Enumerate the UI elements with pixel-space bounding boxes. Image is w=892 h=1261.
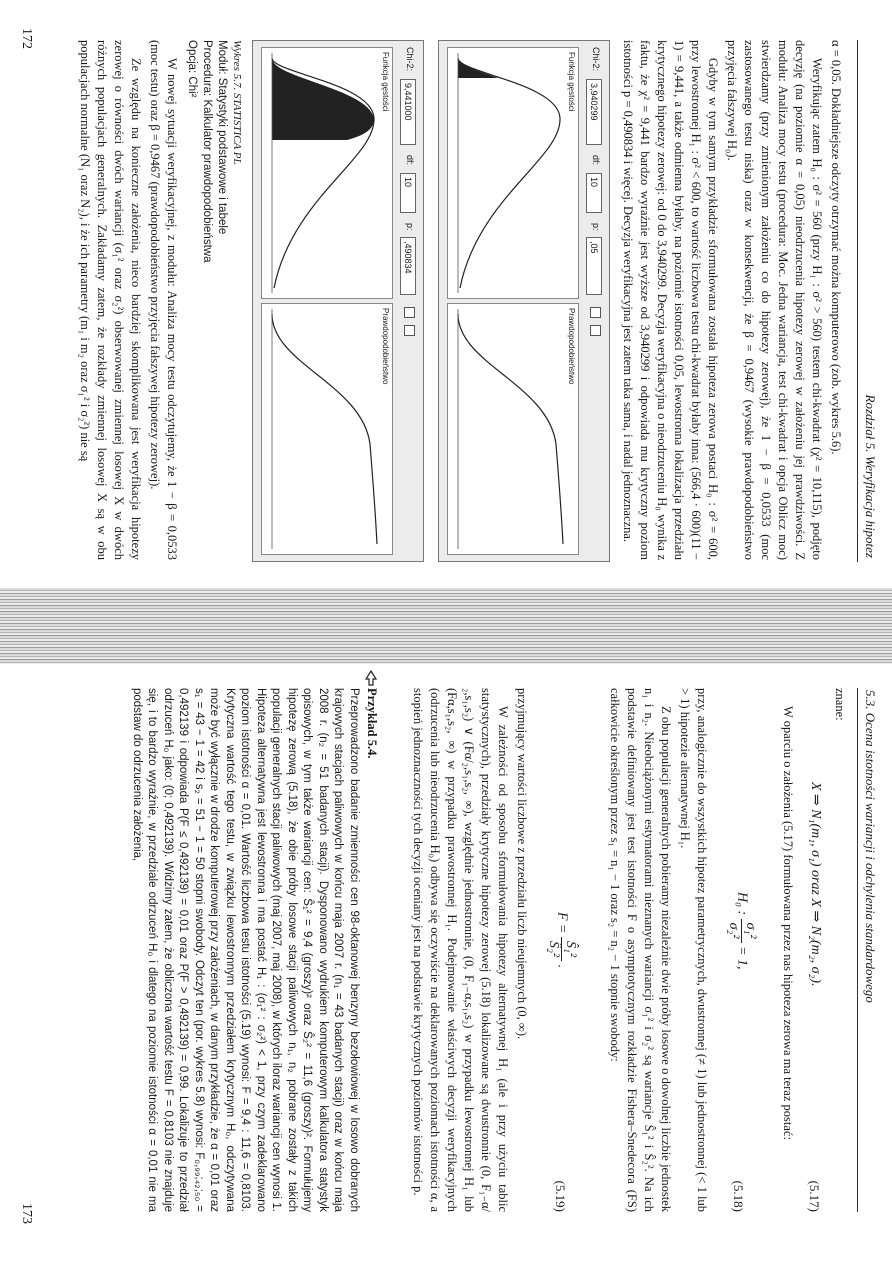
example-text: Przeprowadzono badanie zmienności cen 98-oktanowej benzyny bezołowiowej w losowo dobranych krajowych stacjach paliwowych w końcu maja 2007 r. (n₁ = 43 badanych stacji) oraz w końcu maja 2008 r. (n₂ = 51 badanych stacji). Dysponowano wydrukiem komputerowym kalkulatora statystyk opisowych, w tym także wariancji cen: Ŝ₁² = 9,4 (groszy)² oraz Ŝ₂² = 11,6 (groszy)². Formułujemy hipotezę zerową (5.18), że obie próby losowe stacji paliwowych n₁, n₂ pobrane zostały z takich populacji generalnych stacji paliwowych (maj 2007, maj 2008), w których iloraz wariancji cen wynosi 1. Hipoteza alternatywna jest lewostronna i ma postać H₁ : (σ₁² : σ₂²) < 1, przy czym zadeklarowano poziom istotności α = 0,01. Wartość liczbowa testu istotności (5.19) wynosi: F = 9,4 : 11,6 = 0,8103. Krytyczna wartość tego testu, w związku lewostronnym przedziałem krytycznym H₀, odczytywana może być wyłącznie w drodze komputerowej przy założeniach, w danym przykładzie, że α = 0,01 oraz s₁ = 43 − 1 = 42 i s₂ = 51 − 1 = 50 stopni swobody. Odczyt ten (por. wykres 5.8) wynosi: F₀,₉₉;₄₂;₅₀ = 0,492139 i odpowiada P(F ≤ 0,492139) = 0,01 oraz P(F > 0,492139) = 0,99. Lokalizuje to przedział odrzuceń H₀ jako: (0; 0,492139). Widzimy zatem, że obliczona wartość testu F = 0,8103 nie znajduje się, i to bardzo wyraźnie, w przedziale odrzuceń H₀ i dlatego na poziomie istotności α = 0,01 nie ma podstaw do odrzucenia założenia, [131, 688, 360, 1212]
df-field: 10 [586, 173, 602, 213]
example-title: Przykład 5.4. [365, 688, 379, 759]
running-head: 5.3. Ocena istotności wariancji i odchylenia standardowego [863, 690, 878, 1003]
distribution-plot [261, 303, 393, 555]
formula-5-18 [725, 892, 758, 970]
density-curve [448, 48, 578, 298]
fraction-numerator: Ŝ₁² [561, 937, 578, 961]
option-checkbox [590, 307, 601, 318]
example-block [127, 688, 381, 1212]
calculator-fields [583, 45, 605, 557]
paragraph: W zależności od sposobu sformułowania hipotezy alternatywnej H₁ (ale i przy użyciu tablic statystycznych), przedziały krytyczne hipotezy zerowej (5.18) lokalizowane są dwustronnie (0, F₁₋α/₂,s₁,s₂) ∨ (Fα/₂,s₁,s₂, ∞), względnie jednostronnie, (0, F₁₋α,s₁,s₂) w przypadku lewostronnej H₁ lub (Fα,s₁,s₂, ∞) w przypadku prawostronnej H₁. Podejmowanie właściwych decyzji weryfikacyjnych (odrzucenia lub nieodrzucenia H₀) odbywa się oczywiście na deklarowanych poziomach istotności α, a stopień jednoznaczności tych decyzji oceniany jest na podstawie krytycznych poziomów istotności p. [411, 688, 510, 1212]
body-text-bottom [74, 40, 180, 560]
figure-caption [184, 40, 244, 560]
formula-lhs: F = [554, 912, 570, 934]
paragraph: znane: [833, 688, 847, 721]
equation-number: (5.17) [807, 1180, 822, 1212]
plot-title: Prawdopodobieństwo [381, 308, 390, 385]
chi2-label: Chi-2: [591, 47, 601, 72]
option-checkbox [404, 325, 415, 336]
density-curve [262, 48, 392, 298]
body-text-intro [829, 688, 848, 1212]
formula-5-17: X ⇒ N₁(m₁, σ₁) oraz X ⇒ N₂(m₂, σ₂). [808, 782, 823, 987]
screenshots [250, 40, 610, 560]
paragraph: Z obu populacji generalnych pobieramy niezależnie dwie próby losowe o dowolnej liczbie jednostek n₁ i n₂. Nieobciążonymi estymatorami nieznanych wariancji σ₁² i σ₂² są wariancje Ŝ₁² i Ŝ₂². Na ich podstawie definiowany jest test istotności F o asymptotycznym rozkładzie Fishera–Snedecora (FS) całkowicie określonym przez s₁ = n₁ − 1 oraz s₂ = n₂ − 1 stopnie swobody: [608, 688, 673, 1212]
paragraph: α = 0,05. Dokładniejsze odczyty otrzymać można komputerowo (zob. wykres 5.6). [829, 40, 843, 455]
paragraph: Weryfikując zatem H₀ : σ² = 560 (przy H₁ : σ² > 560) testem chi-kwadrat (χ² = 10,115), podjęto decyzję (na poziomie α = 0,05) nieodrzucenia hipotezy zerowej w założeniu jej prawdziwości. Z modułu: Analiza mocy testu (procedura: Moc. Jedna wariancja, test chi-kwadrat i opcja Oblicz moc) stwierdzamy (przy zmienionym założeniu co do hipotezy zerowej), że 1 − β = 0,0533 (moc zastosowanego testu niska) oraz w konsekwencji, że β = 0,9467 (wysokie prawdopodobieństwo przyjęcia fałszywej H₀). [725, 40, 824, 560]
distribution-curve [262, 304, 392, 554]
caption-title: Wykres 5.7. STATISTICA PL [231, 40, 243, 165]
body-text [407, 688, 530, 1212]
chi2-field: 3,940299 [586, 79, 602, 145]
formula-5-19 [545, 912, 578, 968]
chi2-field: 9,441000 [400, 79, 416, 145]
p-field: ,05 [586, 237, 602, 295]
formula-rhs: = 1, [734, 946, 750, 970]
caption-line: Moduł: Statystyki podstawowe i tabele [216, 40, 228, 235]
formula-lhs: H₀ : [734, 892, 750, 916]
fraction-denominator: Ŝ₂² [546, 941, 561, 958]
paragraph: przy, analogicznie do wszystkich hipotez parametrycznych, dwustronnej (≠ 1) lub jednostronnej (< 1 lub > 1) hipotezie alternatywnej H₁. [678, 688, 709, 1212]
p-label: p: [405, 223, 415, 231]
paragraph: przyjmujący wartości liczbowe z przedziału liczb nieujemnych (0, ∞). [515, 688, 529, 1040]
fraction-denominator: σ₂² [726, 922, 741, 939]
body-text [777, 688, 796, 1212]
header-rule [857, 688, 858, 1212]
df-label: df: [591, 155, 601, 166]
probability-calculator-screenshot [252, 40, 424, 562]
option-checkbox [590, 325, 601, 336]
distribution-plot [447, 303, 579, 555]
chi2-label: Chi-2: [405, 47, 415, 72]
header-rule [857, 40, 858, 562]
caption-line: Procedura: Kalkulator prawdopodobieństwa [201, 40, 213, 263]
left-page [0, 0, 892, 590]
fraction-numerator: σ₁² [741, 919, 758, 943]
equation-number: (5.19) [553, 1180, 568, 1212]
plot-title: Funkcja gęstości [567, 52, 576, 112]
book-gutter [0, 588, 892, 664]
equation-number: (5.18) [731, 1180, 746, 1212]
right-page [0, 662, 892, 1252]
caption-line: Opcja: Chi² [186, 40, 198, 98]
paragraph: Gdyby w tym samym przykładzie sformułowana została hipoteza zerowa postaci H₀ : σ² = 600, przy lewostronnej H₁ : σ² < 600, to wartość liczbowa testu chi-kwadrat byłaby inna: (566,4 · 600)(11 − 1) = 9,441, a także odmienna byłaby, na poziomie istotności 0,05, lewostronna lokalizacja przedziału krytycznego hipotezy zerowej: od 0 do 3,940299. Decyzja weryfikacyjna o nieodrzuceniu H₀ wynika z faktu, że χ² = 9,441 bardzo wyraźnie jest wyższe od 3,940299 i odpowiada mu krytyczny poziom istotności p = 0,490834 i więcej. Decyzja weryfikacyjna jest zatem taka sama, i nadal jednoznaczna. [621, 40, 720, 560]
fraction [545, 937, 578, 961]
paragraph: W oparciu o założenia (5.17) formułowana przez nas hipoteza zerowa ma teraz postać: [781, 706, 795, 1140]
body-text-top [617, 40, 844, 560]
calculator-fields [397, 45, 419, 557]
probability-calculator-screenshot [438, 40, 610, 562]
distribution-curve [448, 304, 578, 554]
running-head: Rozdział 5. Weryfikacja hipotez [863, 394, 878, 558]
density-plot [447, 47, 579, 299]
paragraph: Ze względu na konieczne założenia, nieco bardziej skomplikowana jest weryfikacja hipotezy zerowej o równości dwóch wariancji (σ₁² oraz σ₂²) obserwowanej zmiennej losowej X w dwóch różnych populacjach generalnych. Zakładamy zatem, że rozkłady zmiennej losowej X są w obu populacjach normalne (N₁ oraz N₂), i że ich parametry (m₁ i m₂ oraz σ₁² i σ₂²) nie są [78, 40, 143, 560]
density-plot [261, 47, 393, 299]
fraction [725, 919, 758, 943]
p-label: p: [591, 223, 601, 231]
plot-title: Funkcja gęstości [381, 52, 390, 112]
hand-pointer-icon [364, 670, 378, 686]
p-field: ,490834 [400, 237, 416, 295]
option-checkbox [404, 307, 415, 318]
page-number: 172 [19, 28, 34, 49]
paragraph: W nowej sytuacji weryfikacyjnej, z modułu: Analiza mocy testu odczytujemy, że 1 − β = 0,0533 (moc testu) oraz β = 0,9467 (prawdopodobieństwo przyjęcia fałszywej hipotezy zerowej). [148, 40, 179, 560]
df-label: df: [405, 155, 415, 166]
body-text [604, 688, 710, 1212]
df-field: 10 [400, 173, 416, 213]
plot-title: Prawdopodobieństwo [567, 308, 576, 385]
page-number: 173 [19, 1203, 34, 1224]
formula-rhs: . [554, 964, 570, 969]
